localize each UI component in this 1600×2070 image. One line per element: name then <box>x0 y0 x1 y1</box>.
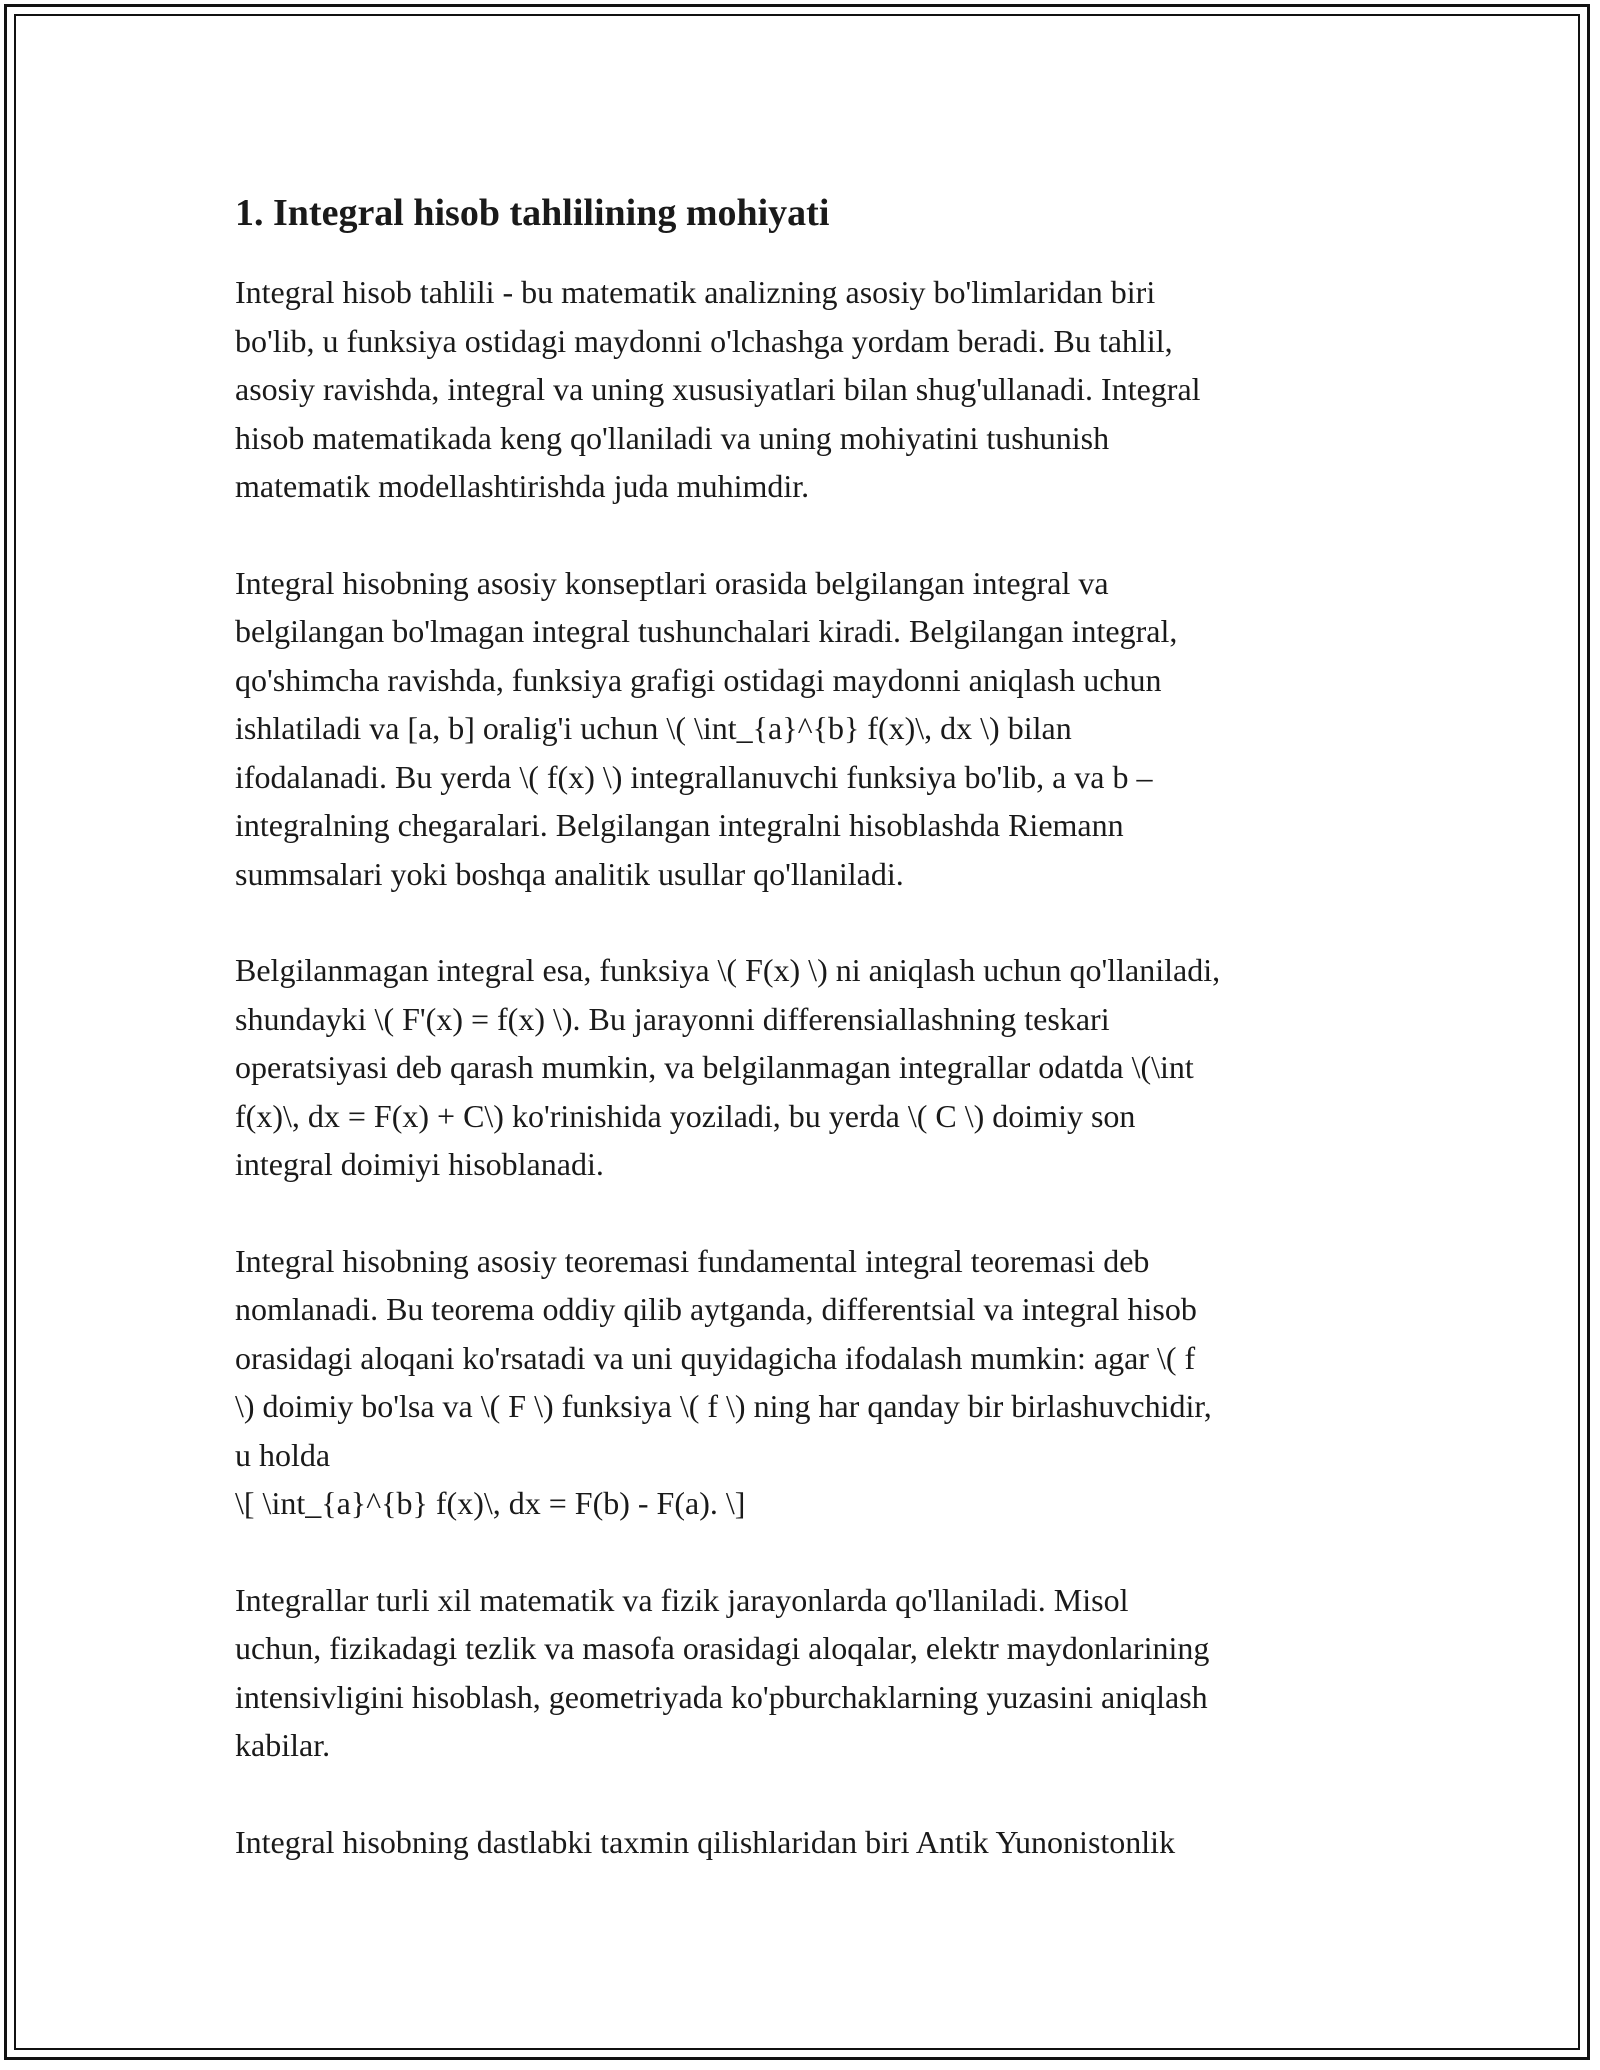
formula-line: \[ \int_{a}^{b} f(x)\, dx = F(b) - F(a). \] <box>235 1485 746 1521</box>
text-line: Belgilanmagan integral esa, funksiya \( F(x) \) ni aniqlash uchun qo'llaniladi, <box>235 952 1221 988</box>
text-line: ifodalanadi. Bu yerda \( f(x) \) integrallanuvchi funksiya bo'lib, a va b – <box>235 758 1153 795</box>
paragraph-3 <box>235 946 1385 1189</box>
text-line: bo'lib, u funksiya ostidagi maydonni o'lchashga yordam beradi. Bu tahlil, <box>235 322 1173 359</box>
paragraph-1 <box>235 268 1385 511</box>
text-line: uchun, fizikadagi tezlik va masofa orasidagi aloqalar, elektr maydonlarining <box>235 1630 1210 1666</box>
text-line: operatsiyasi deb qarash mumkin, va belgilanmagan integrallar odatda \(\int <box>235 1049 1194 1085</box>
text-line: nomlanadi. Bu teorema oddiy qilib aytganda, differentsial va integral hisob <box>235 1291 1197 1327</box>
text-line: f(x)\, dx = F(x) + C\) ko'rinishida yoziladi, bu yerda \( C \) doimiy son <box>235 1097 1136 1134</box>
text-line: integralning chegaralari. Belgilangan integralni hisoblashda Riemann <box>235 807 1124 843</box>
text-line: Integral hisob tahlili - bu matematik analizning asosiy bo'limlaridan biri <box>235 274 1156 310</box>
text-line: kabilar. <box>235 1727 331 1763</box>
text-line: matematik modellashtirishda juda muhimdir. <box>235 468 810 504</box>
text-line: u holda <box>235 1436 331 1473</box>
paragraph-5 <box>235 1576 1385 1770</box>
document-page <box>235 188 1385 1914</box>
text-line: Integral hisobning asosiy teoremasi fundamental integral teoremasi deb <box>235 1242 1150 1279</box>
text-line: Integral hisobning asosiy konseptlari orasida belgilangan integral va <box>235 564 1109 601</box>
text-line: Integral hisobning dastlabki taxmin qilishlaridan biri Antik Yunonistonlik <box>235 1823 1176 1860</box>
text-line: Integrallar turli xil matematik va fizik jarayonlarda qo'llaniladi. Misol <box>235 1581 1129 1618</box>
text-line: ishlatiladi va [a, b] oralig'i uchun \( \int_{a}^{b} f(x)\, dx \) bilan <box>235 710 1072 746</box>
text-line: belgilangan bo'lmagan integral tushunchalari kiradi. Belgilangan integral, <box>235 613 1178 649</box>
text-line: qo'shimcha ravishda, funksiya grafigi ostidagi maydonni aniqlash uchun <box>235 661 1162 698</box>
text-line: orasidagi aloqani ko'rsatadi va uni quyidagicha ifodalash mumkin: agar \( f <box>235 1339 1196 1376</box>
paragraph-2 <box>235 559 1385 899</box>
text-line: asosiy ravishda, integral va uning xususiyatlari bilan shug'ullanadi. Integral <box>235 371 1201 407</box>
text-line: \) doimiy bo'lsa va \( F \) funksiya \( f \) ning har qanday bir birlashuvchidir, <box>235 1388 1212 1424</box>
section-title: 1. Integral hisob tahlilining mohiyati <box>235 192 830 234</box>
text-line: shundayki \( F'(x) = f(x) \). Bu jarayonni differensiallashning teskari <box>235 1000 1110 1037</box>
text-line: summsalari yoki boshqa analitik usullar qo'llaniladi. <box>235 855 904 892</box>
text-line: integral doimiyi hisoblanadi. <box>235 1146 604 1182</box>
paragraph-6 <box>235 1818 1385 1867</box>
text-line: intensivligini hisoblash, geometriyada ko'pburchaklarning yuzasini aniqlash <box>235 1678 1208 1715</box>
paragraph-4 <box>235 1237 1385 1528</box>
text-line: hisob matematikada keng qo'llaniladi va uning mohiyatini tushunish <box>235 419 1110 456</box>
